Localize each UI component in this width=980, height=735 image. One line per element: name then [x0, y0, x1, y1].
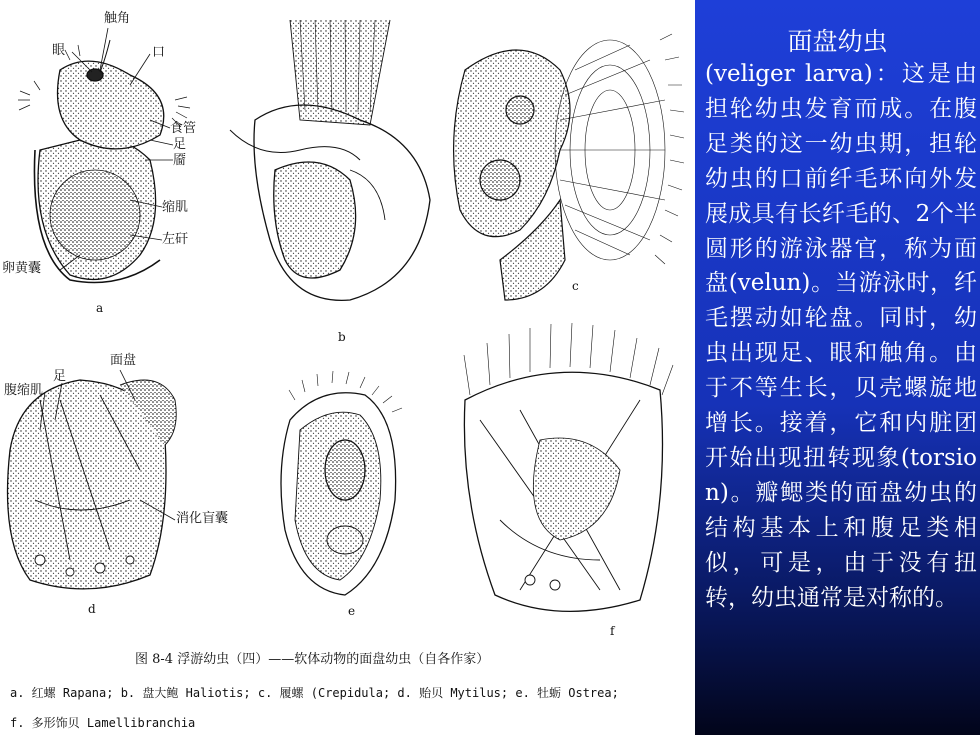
- label-velum-d: 面盘: [110, 353, 137, 368]
- figure-legend-line-1: a. 红螺 Rapana; b. 盘大鲍 Haliotis; c. 履螺 (Crepidula; d. 贻贝 Mytilus; e. 牡蛎 Ostrea;: [10, 686, 619, 700]
- label-esophagus: 食管: [170, 121, 197, 136]
- description-panel: [695, 0, 980, 735]
- label-eye: 眼: [52, 43, 66, 58]
- figure-caption: 图 8-4 浮游幼虫（四）——软体动物的面盘幼虫（自各作家）: [135, 652, 490, 667]
- panel-d-drawing: [8, 380, 177, 589]
- label-yolk-sac: 卵黄囊: [2, 261, 42, 276]
- label-left-liver: 左矸: [162, 232, 189, 247]
- label-foot: 足: [173, 137, 187, 152]
- label-retractor: 缩肌: [162, 200, 189, 215]
- panel-b-drawing: [230, 20, 430, 300]
- label-mouth: 口: [152, 45, 166, 60]
- panel-c-drawing: [454, 34, 684, 300]
- panel-letter-a: a: [96, 301, 104, 315]
- panel-e-drawing: [281, 371, 402, 595]
- panel-letter-c: c: [572, 279, 579, 293]
- description-body: (veliger larva)：这是由担轮幼虫发育而成。在腹足类的这一幼虫期，担轮幼虫的口前纤毛环向外发展成具有长纤毛的、2个半圆形的游泳器官，称为面盘(velun)。当游泳时，纤毛摆动如轮盘。同时，幼虫出现足、眼和触角。由于不等生长，贝壳螺旋地增长。接着，它和内脏团开始出现扭转现象(torsion)。瓣鳃类的面盘幼虫的结构基本上和腹足类相似，可是，由于没有扭转，幼虫通常是对称的。: [705, 61, 977, 611]
- panel-letter-f: f: [610, 624, 615, 638]
- panel-f-drawing: [464, 323, 673, 611]
- label-velum-a: 靥: [173, 153, 187, 168]
- panel-letter-b: b: [338, 330, 346, 344]
- panel-letter-d: d: [88, 602, 96, 616]
- description-title: 面盘幼虫: [787, 27, 888, 56]
- label-ventral-retractor: 腹缩肌: [4, 383, 44, 398]
- figure-legend-line-2: f. 多形饰贝 Lamellibranchia: [10, 716, 196, 730]
- label-digestive-caecum: 消化盲囊: [176, 511, 229, 526]
- panel-letter-e: e: [348, 604, 356, 618]
- label-foot-d: 足: [53, 369, 67, 384]
- label-tentacle: 触角: [104, 11, 131, 26]
